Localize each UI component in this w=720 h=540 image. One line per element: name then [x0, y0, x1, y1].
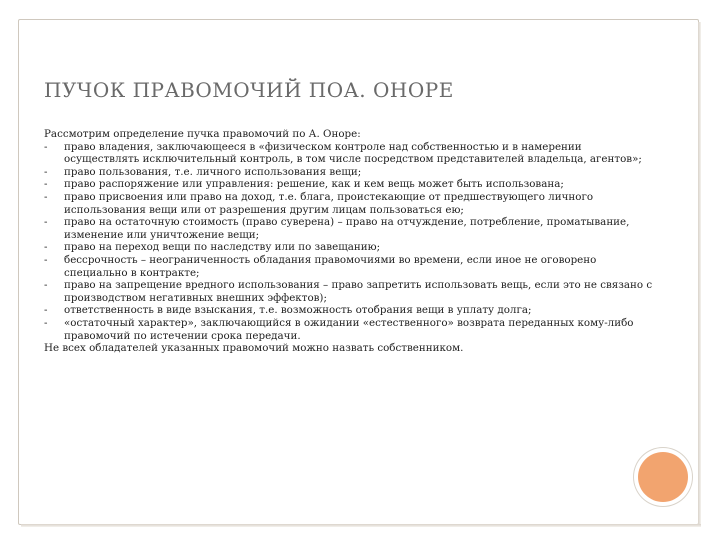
list-item-text: право распоряжение или управления: решение, как и кем вещь может быть использована;: [64, 178, 564, 191]
list-item: [44, 254, 654, 279]
intro-text: Рассмотрим определение пучка правомочий по А. Оноре:: [44, 128, 361, 140]
bullet-dash: -: [44, 304, 48, 317]
list-item-text: ответственность в виде взыскания, т.е. возможность отобрания вещи в уплату долга;: [64, 304, 532, 317]
list-item-text: право пользования, т.е. личного использования вещи;: [64, 165, 362, 178]
list-item: [44, 166, 654, 179]
conclusion-text: Не всех обладателей указанных правомочий можно назвать собственником.: [44, 342, 464, 355]
list-item-text: право присвоения или право на доход, т.е. блага, проистекающие от предшествующего личного использования вещи или от разрешения другим лицам пользоваться ею;: [64, 190, 594, 216]
list-item-text: «остаточный характер», заключающийся в ожидании «естественного» возврата переданных кому-либо правомочий по истечении срока передачи.: [64, 316, 634, 342]
decorative-circle-icon: [638, 452, 688, 502]
bullet-dash: -: [44, 178, 48, 191]
list-item: [44, 241, 654, 254]
list-item: [44, 141, 654, 166]
list-item-text: бессрочность – неограниченность обладания правомочиями во времени, если иное не оговорено специально в контракте;: [64, 253, 597, 279]
slide-title: ПУЧОК ПРАВОМОЧИЙ ПОА. ОНОРЕ: [44, 78, 454, 102]
bullet-dash: -: [44, 216, 48, 229]
list-item-text: право на запрещение вредного использования – право запретить использовать вещь, если это не связано с производством негативных внешних эффектов);: [64, 279, 653, 304]
bullet-dash: -: [44, 140, 48, 153]
bullet-list: [44, 141, 654, 343]
list-item: [44, 279, 654, 304]
list-item: [44, 317, 654, 342]
list-item: [44, 178, 654, 191]
slide-shadow-bottom: [21, 524, 701, 527]
list-item-text: право владения, заключающееся в «физическом контроле над собственностью и в намерении осуществлять исключительный контроль, в том числе посредством представителей владельца, агентов»;: [64, 140, 642, 166]
list-item-text: право на остаточную стоимость (право суверена) – право на отчуждение, потребление, проматывание, изменение или уничтожение вещи;: [64, 216, 630, 241]
list-item: [44, 191, 654, 216]
list-item: [44, 304, 654, 317]
bullet-dash: -: [44, 316, 48, 329]
bullet-dash: -: [44, 165, 48, 178]
list-item-text: право на переход вещи по наследству или по завещанию;: [64, 241, 381, 254]
bullet-dash: -: [44, 253, 48, 266]
bullet-dash: -: [44, 279, 48, 292]
bullet-dash: -: [44, 241, 48, 254]
list-item: [44, 216, 654, 241]
slide-body: [44, 128, 654, 355]
bullet-dash: -: [44, 190, 48, 203]
slide-shadow-right: [698, 22, 701, 524]
